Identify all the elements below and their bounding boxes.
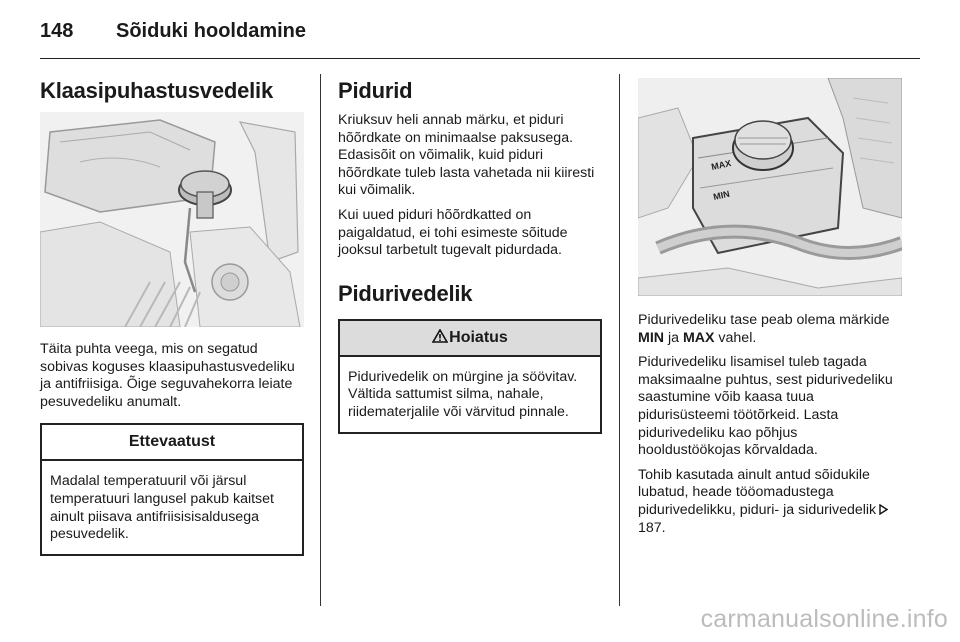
page-reference[interactable]: 187. — [638, 519, 666, 536]
min-label: MIN — [638, 329, 665, 346]
warning-text: Pidurivedelik on mürgine ja söövitav. Vältida sattumist silma, nahale, riidematerjalile või värvitud pinnale. — [348, 368, 578, 420]
section-heading-brake-fluid: Pidurivedelik — [338, 280, 473, 306]
text-fragment: ja — [664, 329, 683, 346]
column-divider — [320, 74, 321, 606]
notice-box — [40, 423, 304, 555]
column-divider — [619, 74, 620, 606]
brakes-paragraph-2: Kui uued piduri hõõrdkatted on paigaldatud, ei tohi esimeste sõitude jooksul tarbetult tugevalt pidurdada. — [338, 206, 568, 259]
spacer — [338, 267, 602, 277]
brakes-paragraph-1: Kriuksuv heli annab märku, et piduri hõõrdkate on minimaalse paksusega. Edasisõit on võimalik, kuid piduri hõõrdkate tuleb lasta vahetada nii kiiresti kui võimalik. — [338, 112, 595, 199]
brake-fluid-level-text — [638, 312, 902, 347]
text-fragment: Pidurivedeliku tase peab olema märkide — [638, 312, 890, 328]
text-fragment: vahel. — [714, 329, 757, 346]
brake-fluid-type-text — [638, 467, 902, 537]
washer-reservoir-illustration — [40, 112, 304, 327]
page-reference-arrow-icon — [879, 504, 888, 515]
text-fragment: Tohib kasutada ainult antud sõidukile lubatud, heade tööomadustega pidurivedelikku, piduri- ja sidurivedelik — [638, 466, 877, 518]
column-washer-fluid — [40, 74, 304, 556]
watermark: carmanualsonline.info — [700, 605, 948, 633]
warning-header — [340, 321, 600, 357]
max-label: MAX — [682, 329, 715, 346]
column-brake-fluid — [638, 74, 902, 544]
notice-text: Madalal temperatuuril või järsul temperatuuri langusel pakub kaitset ainult piisava antifriisisisaldusega pesuvedelik. — [50, 473, 274, 543]
column-brakes — [338, 74, 602, 434]
min-marking: MIN — [712, 188, 731, 202]
section-heading-brakes: Pidurid — [338, 78, 413, 103]
warning-box — [338, 319, 602, 434]
chapter-title: Sõiduki hooldamine — [116, 20, 307, 42]
notice-title: Ettevaatust — [42, 425, 302, 461]
page-number: 148 — [40, 20, 74, 42]
brake-fluid-cleanliness-text: Pidurivedeliku lisamisel tuleb tagada maksimaalne puhtus, sest pidurivedeliku saastumine võib kaasa tuua pidurisüsteemi töötõrkeid. Lasta pidurivedeliku kao põhjus hooldustöökojas kõrvaldada. — [638, 354, 893, 459]
warning-title: Hoiatus — [449, 328, 508, 346]
brake-fluid-reservoir-illustration — [638, 78, 902, 296]
warning-triangle-icon — [432, 329, 448, 343]
section-heading-washer-fluid: Klaasipuhastusvedelik — [40, 78, 274, 103]
washer-fluid-text: Täita puhta veega, mis on segatud sobivas koguses klaasipuhastusvedeliku ja antifriisiga. Õige seguvahekorra leiate pesuvedeliku anumalt. — [40, 341, 295, 410]
page-header — [40, 18, 920, 59]
max-marking: MAX — [710, 158, 732, 172]
